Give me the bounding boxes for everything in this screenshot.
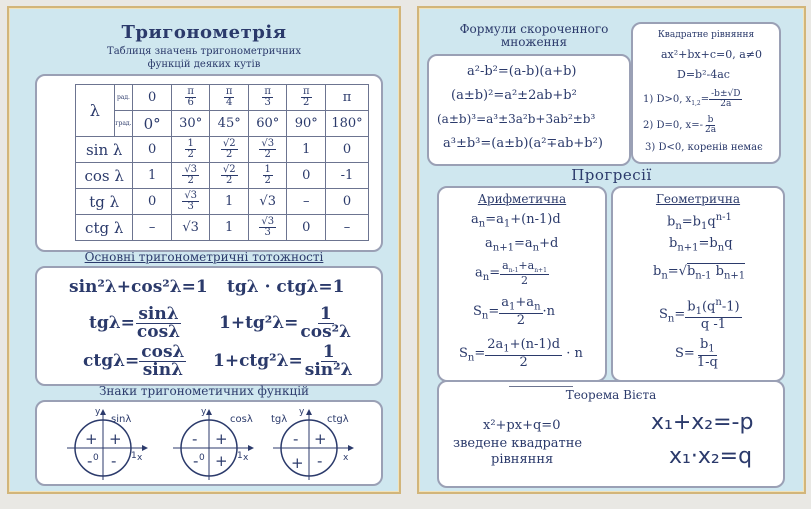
cos-y-label: y: [201, 407, 207, 417]
table-cell: 1: [133, 163, 172, 189]
vieta-sum: x₁+x₂=-p: [651, 410, 754, 435]
sin-label: sinλ: [111, 414, 132, 425]
function-name: tg λ: [76, 189, 133, 215]
table-cell: $\frac{√2}{2}$: [210, 163, 249, 189]
tg-ctg-signs-diagram: [271, 407, 353, 480]
rad-pi2: $\frac{\pi}{2}$: [287, 85, 326, 111]
rad-pi3: $\frac{\pi}{3}$: [248, 85, 287, 111]
cos-label: cosλ: [230, 414, 253, 425]
tg-q2: -: [293, 430, 299, 448]
table-cell: $\frac{√3}{3}$: [248, 215, 287, 241]
case-d-positive: 1) D>0, $x_{1,2}=$ $\frac{-b\pm√D}{2a}$: [643, 89, 741, 109]
geometric-card: [611, 186, 785, 382]
sin-y-label: y: [95, 407, 101, 417]
tg-q1: +: [314, 430, 327, 448]
table-cell: 0: [133, 137, 172, 163]
quadratic-equation: ax²+bx+c=0, a≠0: [661, 48, 762, 61]
tg-x-label: x: [343, 453, 349, 463]
cos-zero: 0: [199, 453, 205, 463]
table-cell: 1: [210, 189, 249, 215]
vieta-card: [437, 380, 785, 488]
cos-q4: +: [215, 452, 228, 470]
quadratic-card: [631, 22, 781, 164]
table-cell: –: [287, 189, 326, 215]
rad-0: 0: [133, 85, 172, 111]
vieta-desc-1: зведене квадратне: [453, 436, 583, 451]
arithmetic-card: [437, 186, 607, 382]
cos-signs-diagram: [173, 407, 253, 480]
geom-nth-term: $b_n=b_1q^{n-1}$: [667, 212, 732, 232]
lambda-header: λ: [76, 85, 115, 137]
sin-q3: -: [87, 452, 93, 470]
arith-nth-term: $a_n=a_1+(n-1)d$: [471, 212, 561, 230]
identities-title: Основні тригонометричні тотожності: [84, 250, 324, 264]
cos-one: 1: [237, 451, 243, 461]
table-cell: $\frac{√2}{2}$: [210, 137, 249, 163]
vieta-product: x₁·x₂=q: [669, 444, 753, 469]
cos-q1: +: [215, 430, 228, 448]
right-poster-panel: [417, 6, 806, 494]
tg-q4: -: [317, 452, 323, 470]
rad-pi4: $\frac{\pi}{4}$: [210, 85, 249, 111]
table-cell: 0: [133, 189, 172, 215]
quadratic-title: Квадратне рівняння: [657, 30, 755, 40]
table-row: [76, 137, 369, 163]
rad-pi: π: [325, 85, 368, 111]
function-name: sin λ: [76, 137, 133, 163]
sin-signs-diagram: [67, 407, 147, 480]
short-mult-title-2: множення: [500, 35, 568, 49]
table-cell: -1: [325, 163, 368, 189]
vieta-desc-2: рівняння: [491, 452, 554, 467]
deg-90: 90°: [287, 111, 326, 137]
formula-square: (a±b)²=a²±2ab+b²: [451, 88, 577, 103]
table-cell: $\frac{√3}{3}$: [171, 189, 210, 215]
vieta-equation: x²+px+q=0: [483, 418, 561, 433]
signs-diagrams: [37, 402, 381, 484]
table-row: [76, 215, 369, 241]
formula-diff-squares: a²-b²=(a-b)(a+b): [467, 64, 577, 79]
tg-q3: +: [291, 454, 304, 472]
table-cell: 1: [210, 215, 249, 241]
cos-x-label: x: [243, 453, 249, 463]
table-subtitle-1: Таблиця значень тригонометричних: [107, 46, 301, 57]
geom-middle-term: $b_n=√b_{n-1}$ $b_{n+1}$: [653, 264, 746, 282]
tg-y-label: y: [299, 407, 305, 417]
table-row: [76, 163, 369, 189]
values-table-card: [35, 74, 383, 252]
table-cell: –: [325, 215, 368, 241]
cos-q3: -: [193, 452, 199, 470]
trig-title: Тригонометрія: [121, 22, 287, 43]
identity-tg-ctg: tgλ · ctgλ=1: [227, 277, 345, 297]
function-name: ctg λ: [76, 215, 133, 241]
sin-one: 1: [131, 451, 137, 461]
sin-x-label: x: [137, 453, 143, 463]
discriminant: D=b²-4ac: [677, 68, 730, 81]
table-cell: 1: [287, 137, 326, 163]
case-d-zero: 2) D=0, x=- $\frac{b}{2a}$: [643, 115, 717, 135]
cos-q2: -: [192, 430, 198, 448]
table-cell: $\frac{1}{2}$: [171, 137, 210, 163]
rad-pi6: $\frac{\pi}{6}$: [171, 85, 210, 111]
deg-45: 45°: [210, 111, 249, 137]
geom-infinite-sum: S= $\frac{b_1}{1-q}$: [675, 337, 718, 370]
table-cell: √3: [171, 215, 210, 241]
sin-q1: +: [109, 430, 122, 448]
table-cell: 0: [287, 163, 326, 189]
ctg-label: ctgλ: [327, 414, 349, 425]
sin-zero: 0: [93, 453, 99, 463]
arith-sum-1: $S_n=$ $\frac{a_1+a_n}{2}$ ·n: [473, 295, 556, 328]
table-cell: 0: [325, 189, 368, 215]
function-name: cos λ: [76, 163, 133, 189]
table-cell: 0: [325, 137, 368, 163]
arith-middle-term: $a_n=$ $\frac{a_{n-1}+a_{n+1}}{2}$: [475, 259, 547, 288]
identity-1-plus-ctg2: 1+ctg²λ= $\frac{1}{\text{sin²λ}}$: [213, 342, 353, 380]
case-d-negative: 3) D<0, коренів немає: [645, 142, 763, 153]
progressions-title: Прогресії: [571, 166, 652, 184]
table-cell: $\frac{√3}{2}$: [171, 163, 210, 189]
table-cell: $\frac{√3}{2}$: [248, 137, 287, 163]
identity-tg: tgλ= $\frac{\sin\lambda}{\cos\lambda}$: [89, 304, 181, 342]
table-cell: –: [133, 215, 172, 241]
grad-label: град.: [114, 111, 133, 137]
arith-recurrence: $a_{n+1}=a_n+d$: [485, 236, 559, 254]
left-poster-panel: [7, 6, 401, 494]
table-cell: 0: [287, 215, 326, 241]
deg-0: 0°: [133, 111, 172, 137]
deg-180: 180°: [325, 111, 368, 137]
values-table: [75, 84, 369, 241]
identity-ctg: ctgλ= $\frac{\cos\lambda}{\sin\lambda}$: [83, 342, 185, 380]
geom-sum: $S_n=$ $\frac{b_1(q^n-1)}{q -1}$: [659, 297, 740, 332]
table-row: [76, 189, 369, 215]
rad-label: рад.: [114, 85, 133, 111]
geometric-title: Геометрична: [655, 192, 741, 206]
tg-label: tgλ: [271, 414, 288, 425]
table-subtitle-2: функцій деяких кутів: [147, 59, 261, 70]
sin-q2: +: [85, 430, 98, 448]
signs-title: Знаки тригонометичних функцій: [98, 384, 310, 398]
signs-card: [35, 400, 383, 486]
deg-60: 60°: [248, 111, 287, 137]
arith-sum-2: $S_n=$ $\frac{2a_1+(n-1)d}{2}$ · n: [459, 337, 583, 370]
short-mult-title-1: Формули скороченного: [459, 22, 609, 36]
sin-q4: -: [111, 452, 117, 470]
geom-recurrence: $b_{n+1}=b_nq$: [669, 236, 733, 254]
table-cell: √3: [248, 189, 287, 215]
deg-30: 30°: [171, 111, 210, 137]
identity-1-plus-tg2: 1+tg²λ= $\frac{1}{\text{cos²λ}}$: [219, 304, 352, 342]
identities-card: [35, 266, 383, 386]
identity-sin-cos: sin²λ+cos²λ=1: [69, 277, 208, 297]
table-cell: $\frac{1}{2}$: [248, 163, 287, 189]
vieta-title: Теорема Вієта: [565, 388, 657, 402]
arithmetic-title: Арифметична: [477, 192, 567, 206]
short-mult-card: [427, 54, 631, 166]
formula-sum-cubes: a³±b³=(a±b)(a²∓ab+b²): [443, 136, 603, 151]
formula-cube: (a±b)³=a³±3a²b+3ab²±b³: [437, 112, 596, 126]
